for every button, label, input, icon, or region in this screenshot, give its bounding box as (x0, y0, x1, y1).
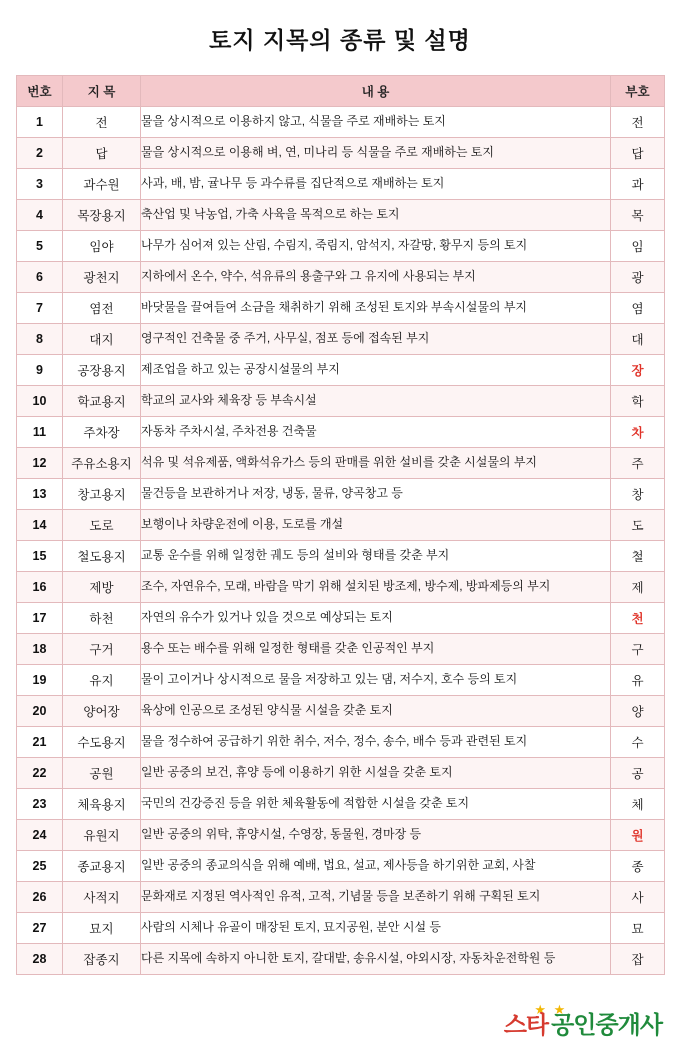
table-row (17, 169, 665, 200)
cell-symbol: 학 (611, 386, 665, 417)
cell-category: 잡종지 (63, 944, 141, 975)
cell-description: 물을 상시적으로 이용해 벼, 연, 미나리 등 식물을 주로 재배하는 토지 (141, 138, 611, 169)
cell-description: 자연의 유수가 있거나 있을 것으로 예상되는 토지 (141, 603, 611, 634)
cell-number: 4 (17, 200, 63, 231)
cell-symbol: 원 (611, 820, 665, 851)
cell-category: 제방 (63, 572, 141, 603)
cell-number: 1 (17, 107, 63, 138)
cell-description: 학교의 교사와 체육장 등 부속시설 (141, 386, 611, 417)
column-header-number: 번호 (17, 76, 63, 107)
cell-description: 다른 지목에 속하지 아니한 토지, 갈대밭, 송유시설, 야외시장, 자동차운전학원 등 (141, 944, 611, 975)
cell-symbol: 대 (611, 324, 665, 355)
cell-number: 8 (17, 324, 63, 355)
cell-description: 바닷물을 끌여들여 소금을 채취하기 위해 조성된 토지와 부속시설물의 부지 (141, 293, 611, 324)
cell-symbol: 묘 (611, 913, 665, 944)
cell-symbol: 광 (611, 262, 665, 293)
document-page (0, 22, 680, 1039)
cell-symbol: 유 (611, 665, 665, 696)
logo-word-agency: 공인중개사 (551, 1012, 662, 1039)
cell-number: 20 (17, 696, 63, 727)
cell-category: 주차장 (63, 417, 141, 448)
table-row (17, 851, 665, 882)
cell-symbol: 구 (611, 634, 665, 665)
cell-description: 영구적인 건축물 중 주거, 사무실, 점포 등에 접속된 부지 (141, 324, 611, 355)
cell-symbol: 수 (611, 727, 665, 758)
table-row (17, 448, 665, 479)
cell-number: 23 (17, 789, 63, 820)
table-row (17, 355, 665, 386)
cell-description: 축산업 및 낙농업, 가축 사육을 목적으로 하는 토지 (141, 200, 611, 231)
cell-number: 25 (17, 851, 63, 882)
cell-category: 광천지 (63, 262, 141, 293)
table-row (17, 386, 665, 417)
cell-description: 문화재로 지정된 역사적인 유적, 고적, 기념물 등을 보존하기 위해 구획된 토지 (141, 882, 611, 913)
table-row (17, 572, 665, 603)
cell-number: 28 (17, 944, 63, 975)
cell-symbol: 체 (611, 789, 665, 820)
cell-number: 14 (17, 510, 63, 541)
cell-number: 6 (17, 262, 63, 293)
cell-symbol: 종 (611, 851, 665, 882)
cell-description: 석유 및 석유제품, 액화석유가스 등의 판매를 위한 설비를 갖춘 시설물의 부지 (141, 448, 611, 479)
cell-description: 교통 운수를 위해 일정한 궤도 등의 설비와 형태를 갖춘 부지 (141, 541, 611, 572)
cell-category: 과수원 (63, 169, 141, 200)
table-row (17, 510, 665, 541)
cell-number: 2 (17, 138, 63, 169)
table-row (17, 541, 665, 572)
cell-description: 일반 공중의 위탁, 휴양시설, 수영장, 동물원, 경마장 등 (141, 820, 611, 851)
cell-category: 유원지 (63, 820, 141, 851)
table-row (17, 913, 665, 944)
cell-symbol: 임 (611, 231, 665, 262)
table-row (17, 634, 665, 665)
cell-symbol: 과 (611, 169, 665, 200)
cell-number: 24 (17, 820, 63, 851)
cell-category: 체육용지 (63, 789, 141, 820)
table-row (17, 758, 665, 789)
logo-word-star: 스타 (503, 1012, 549, 1039)
table-row (17, 789, 665, 820)
cell-number: 11 (17, 417, 63, 448)
cell-symbol: 잡 (611, 944, 665, 975)
cell-category: 공장용지 (63, 355, 141, 386)
cell-symbol: 차 (611, 417, 665, 448)
cell-category: 창고용지 (63, 479, 141, 510)
cell-description: 나무가 심어져 있는 산림, 수림지, 죽림지, 암석지, 자갈땅, 황무지 등의 토지 (141, 231, 611, 262)
cell-symbol: 철 (611, 541, 665, 572)
cell-description: 물이 고이거나 상시적으로 물을 저장하고 있는 댐, 저수지, 호수 등의 토지 (141, 665, 611, 696)
cell-category: 하천 (63, 603, 141, 634)
cell-category: 주유소용지 (63, 448, 141, 479)
cell-category: 목장용지 (63, 200, 141, 231)
cell-symbol: 목 (611, 200, 665, 231)
cell-description: 물건등을 보관하거나 저장, 냉동, 물류, 양곡창고 등 (141, 479, 611, 510)
table-row (17, 603, 665, 634)
cell-number: 26 (17, 882, 63, 913)
logo-stars-icon: ★ ★ (534, 1002, 568, 1017)
table-container (0, 75, 680, 975)
cell-category: 수도용지 (63, 727, 141, 758)
cell-description: 제조업을 하고 있는 공장시설물의 부지 (141, 355, 611, 386)
brand-logo (504, 1003, 662, 1038)
table-header-row (17, 76, 665, 107)
column-header-description: 내 용 (141, 76, 611, 107)
cell-category: 학교용지 (63, 386, 141, 417)
cell-number: 17 (17, 603, 63, 634)
cell-number: 9 (17, 355, 63, 386)
cell-description: 지하에서 온수, 약수, 석유류의 용출구와 그 유지에 사용되는 부지 (141, 262, 611, 293)
table-row (17, 665, 665, 696)
table-row (17, 293, 665, 324)
table-row (17, 107, 665, 138)
table-row (17, 200, 665, 231)
cell-number: 19 (17, 665, 63, 696)
cell-number: 15 (17, 541, 63, 572)
cell-symbol: 제 (611, 572, 665, 603)
cell-symbol: 답 (611, 138, 665, 169)
table-row (17, 820, 665, 851)
cell-category: 답 (63, 138, 141, 169)
table-row (17, 727, 665, 758)
table-row (17, 882, 665, 913)
cell-description: 물을 정수하여 공급하기 위한 취수, 저수, 정수, 송수, 배수 등과 관련된 토지 (141, 727, 611, 758)
cell-description: 국민의 건강증진 등을 위한 체육활동에 적합한 시설을 갖춘 토지 (141, 789, 611, 820)
cell-description: 용수 또는 배수를 위해 일정한 형태를 갖춘 인공적인 부지 (141, 634, 611, 665)
cell-number: 3 (17, 169, 63, 200)
cell-number: 21 (17, 727, 63, 758)
cell-description: 육상에 인공으로 조성된 양식물 시설을 갖춘 토지 (141, 696, 611, 727)
cell-description: 자동차 주차시설, 주차전용 건축물 (141, 417, 611, 448)
cell-category: 공원 (63, 758, 141, 789)
cell-category: 대지 (63, 324, 141, 355)
cell-category: 양어장 (63, 696, 141, 727)
table-row (17, 944, 665, 975)
cell-category: 임야 (63, 231, 141, 262)
logo-text (504, 1014, 662, 1038)
cell-number: 5 (17, 231, 63, 262)
page-title: 토지 지목의 종류 및 설명 (209, 27, 471, 53)
cell-category: 사적지 (63, 882, 141, 913)
cell-category: 염전 (63, 293, 141, 324)
cell-number: 7 (17, 293, 63, 324)
cell-symbol: 창 (611, 479, 665, 510)
cell-category: 구거 (63, 634, 141, 665)
table-header (17, 76, 665, 107)
table-row (17, 479, 665, 510)
cell-description: 보행이나 차량운전에 이용, 도로를 개설 (141, 510, 611, 541)
cell-number: 18 (17, 634, 63, 665)
cell-description: 조수, 자연유수, 모래, 바람을 막기 위해 설치된 방조제, 방수제, 방파제등의 부지 (141, 572, 611, 603)
column-header-category: 지 목 (63, 76, 141, 107)
table-body (17, 107, 665, 975)
land-category-table (16, 75, 665, 975)
table-row (17, 138, 665, 169)
cell-description: 물을 상시적으로 이용하지 않고, 식물을 주로 재배하는 토지 (141, 107, 611, 138)
table-row (17, 324, 665, 355)
cell-number: 16 (17, 572, 63, 603)
cell-category: 철도용지 (63, 541, 141, 572)
cell-number: 12 (17, 448, 63, 479)
cell-number: 22 (17, 758, 63, 789)
table-row (17, 262, 665, 293)
cell-number: 27 (17, 913, 63, 944)
cell-number: 10 (17, 386, 63, 417)
cell-category: 종교용지 (63, 851, 141, 882)
cell-symbol: 장 (611, 355, 665, 386)
cell-description: 사과, 배, 밤, 귤나무 등 과수류를 집단적으로 재배하는 토지 (141, 169, 611, 200)
cell-symbol: 염 (611, 293, 665, 324)
cell-category: 전 (63, 107, 141, 138)
table-row (17, 696, 665, 727)
cell-category: 유지 (63, 665, 141, 696)
cell-category: 묘지 (63, 913, 141, 944)
cell-description: 사람의 시체나 유골이 매장된 토지, 묘지공원, 분안 시설 등 (141, 913, 611, 944)
cell-symbol: 양 (611, 696, 665, 727)
cell-symbol: 전 (611, 107, 665, 138)
table-row (17, 417, 665, 448)
cell-symbol: 주 (611, 448, 665, 479)
cell-description: 일반 공중의 보건, 휴양 등에 이용하기 위한 시설을 갖춘 토지 (141, 758, 611, 789)
cell-symbol: 천 (611, 603, 665, 634)
cell-symbol: 사 (611, 882, 665, 913)
column-header-symbol: 부호 (611, 76, 665, 107)
cell-symbol: 공 (611, 758, 665, 789)
cell-category: 도로 (63, 510, 141, 541)
cell-symbol: 도 (611, 510, 665, 541)
cell-number: 13 (17, 479, 63, 510)
cell-description: 일반 공중의 종교의식을 위해 예배, 법요, 설교, 제사등을 하기위한 교회, 사찰 (141, 851, 611, 882)
table-row (17, 231, 665, 262)
